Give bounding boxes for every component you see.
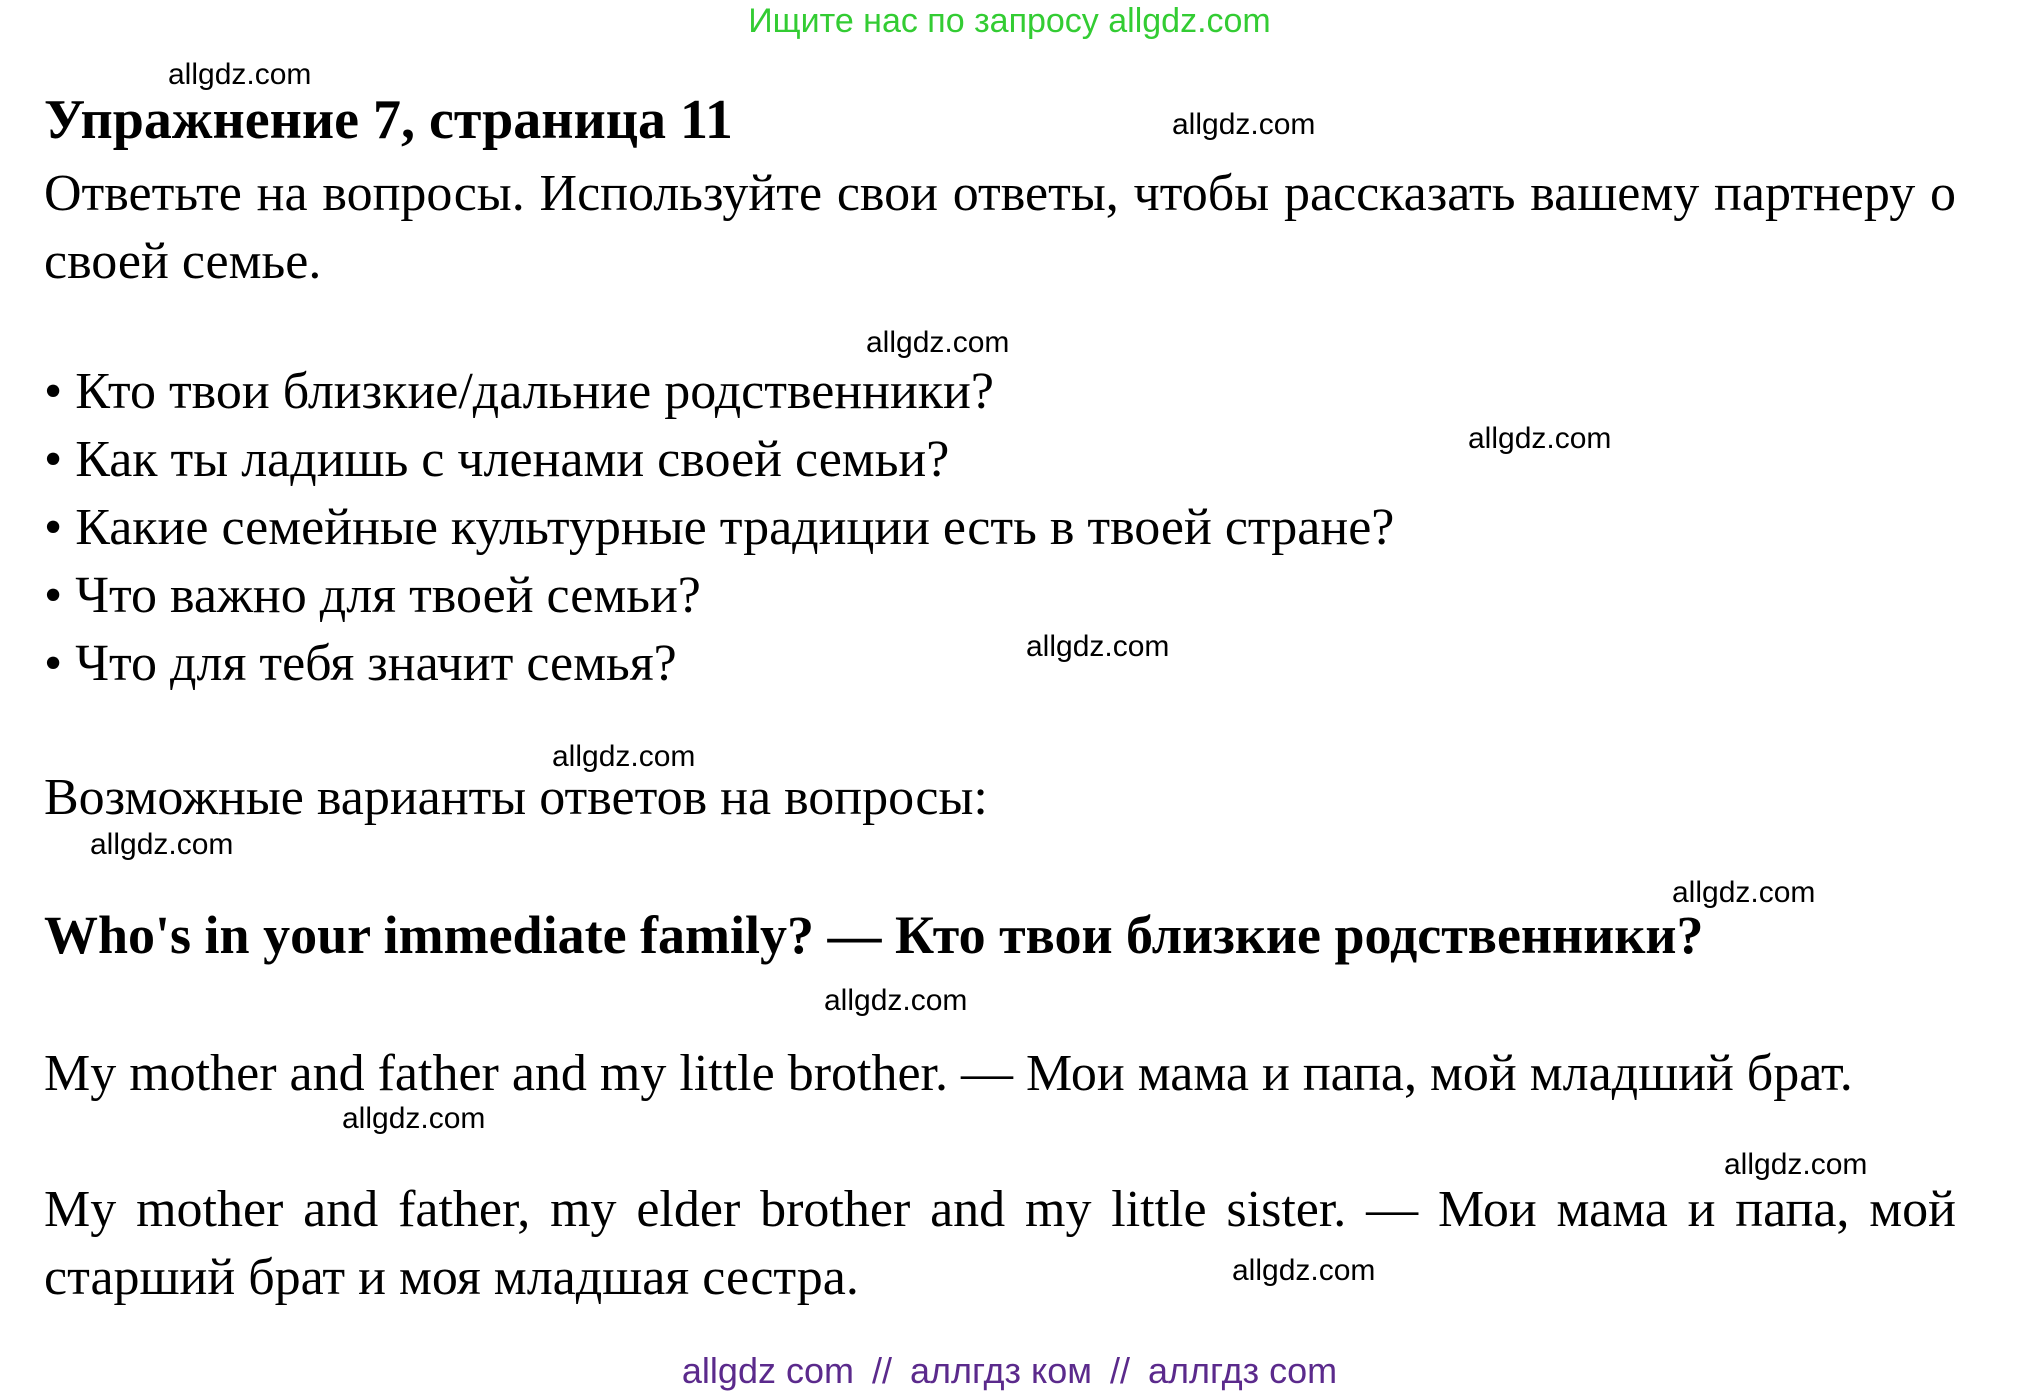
footer-separator: // — [871, 1350, 892, 1391]
watermark: allgdz.com — [1724, 1148, 1868, 1181]
watermark: allgdz.com — [1672, 876, 1816, 909]
watermark: allgdz.com — [552, 740, 696, 773]
footer-link[interactable]: аллгдз com — [1148, 1350, 1338, 1391]
watermark: allgdz.com — [1026, 630, 1170, 663]
bullet-item: • Какие семейные культурные традиции есть в твоей стране? — [44, 499, 1395, 556]
watermark: allgdz.com — [866, 326, 1010, 359]
watermark: allgdz.com — [1232, 1254, 1376, 1287]
watermark: allgdz.com — [90, 828, 234, 861]
answer-text: My mother and father, my elder brother and my little sister. — Мои мама и папа, мой старший брат и моя младшая сестра. — [44, 1181, 1956, 1306]
watermark: allgdz.com — [824, 984, 968, 1017]
footer-link[interactable]: allgdz com — [681, 1350, 854, 1391]
footer-separator: // — [1110, 1350, 1131, 1391]
watermark: allgdz.com — [1468, 422, 1612, 455]
answers-heading: Возможные варианты ответов на вопросы: — [44, 769, 988, 826]
question-heading: Who's in your immediate family? — Кто твои близкие родственники? — [44, 905, 1704, 965]
instruction-text: Ответьте на вопросы. Используйте свои ответы, чтобы рассказать вашему партнеру о своей семье. — [44, 165, 1956, 290]
answer-text: My mother and father and my little brother. — Мои мама и папа, мой младший брат. — [44, 1045, 1853, 1102]
bullet-item: • Кто твои близкие/дальние родственники? — [44, 363, 994, 420]
top-banner: Ищите нас по запросу allgdz.com — [748, 2, 1271, 40]
footer-link[interactable]: аллгдз ком — [910, 1350, 1092, 1391]
watermark: allgdz.com — [1172, 108, 1316, 141]
bullet-item: • Что для тебя значит семья? — [44, 635, 677, 692]
bullet-item: • Как ты ладишь с членами своей семьи? — [44, 431, 950, 488]
page-title: Упражнение 7, страница 11 — [44, 89, 733, 151]
bullet-item: • Что важно для твоей семьи? — [44, 567, 701, 624]
footer — [0, 1350, 2019, 1392]
watermark: allgdz.com — [342, 1102, 486, 1135]
watermark: allgdz.com — [168, 58, 312, 91]
